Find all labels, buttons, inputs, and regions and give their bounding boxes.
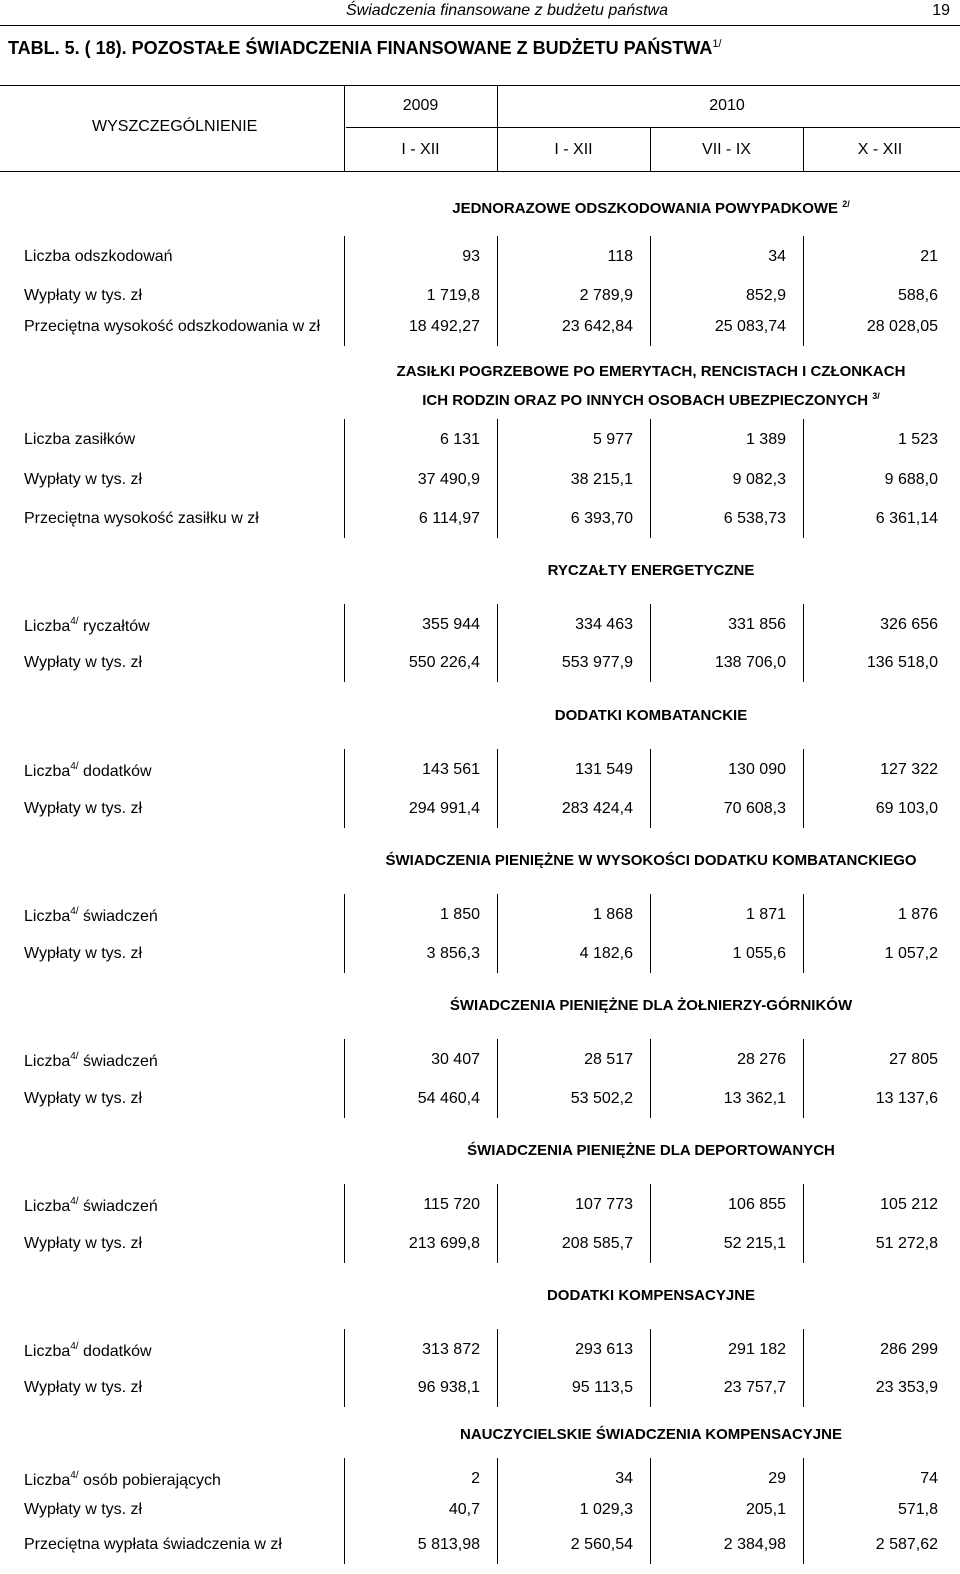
value-cell: 6 361,14 <box>875 510 938 527</box>
value-cell: 23 353,9 <box>875 1379 938 1396</box>
value-cell: 2 384,98 <box>723 1536 786 1553</box>
value-cell: 18 492,27 <box>408 318 480 335</box>
header-bottom-rule <box>0 171 960 172</box>
value-cell: 21 <box>920 248 938 265</box>
value-cell: 40,7 <box>448 1501 480 1518</box>
section-title <box>346 1423 956 1447</box>
value-cell: 28 276 <box>737 1051 786 1068</box>
value-cell: 52 215,1 <box>723 1235 786 1252</box>
row-label <box>24 761 152 781</box>
value-cell: 74 <box>920 1470 938 1487</box>
value-cell: 208 585,7 <box>561 1235 633 1252</box>
row-label-text: Liczba <box>24 763 71 780</box>
row-label <box>24 318 320 336</box>
row-label-text: Wypłaty w tys. zł <box>24 945 143 962</box>
value-cell: 53 502,2 <box>570 1090 633 1107</box>
row-label-footnote: 4/ <box>70 761 79 772</box>
value-cell: 294 991,4 <box>408 800 480 817</box>
section-title-footnote: 3/ <box>872 391 880 401</box>
value-cell: 334 463 <box>575 616 633 633</box>
value-cell: 1 868 <box>592 906 633 923</box>
value-cell: 13 362,1 <box>723 1090 786 1107</box>
row-label-footnote: 4/ <box>70 1196 79 1207</box>
row-label-text: Wypłaty w tys. zł <box>24 471 143 488</box>
value-cell: 205,1 <box>745 1501 786 1518</box>
year-2009: 2009 <box>402 97 439 114</box>
value-cell: 9 082,3 <box>732 471 786 488</box>
year-2010: 2010 <box>709 97 745 114</box>
period-header: I - XII <box>401 141 440 158</box>
value-cell: 34 <box>615 1470 633 1487</box>
row-label <box>24 1379 142 1397</box>
row-label <box>24 800 142 818</box>
row-label-footnote: 4/ <box>70 1470 79 1481</box>
value-cell: 54 460,4 <box>417 1090 480 1107</box>
section-title-text: ICH RODZIN ORAZ PO INNYCH OSOBACH UBEZPIECZONYCH <box>422 392 869 409</box>
value-cell: 5 813,98 <box>417 1536 480 1553</box>
value-cell: 550 226,4 <box>408 654 480 671</box>
section-title <box>346 704 956 728</box>
row-label-rest: dodatków <box>83 1343 152 1360</box>
value-cell: 13 137,6 <box>875 1090 938 1107</box>
row-label <box>24 616 150 636</box>
period-header: X - XII <box>857 141 903 158</box>
value-cell: 34 <box>768 248 786 265</box>
value-cell: 553 977,9 <box>561 654 633 671</box>
row-label-text: Przeciętna wysokość zasiłku w zł <box>24 510 259 527</box>
section-title <box>346 1139 956 1163</box>
section-title <box>346 994 956 1018</box>
row-label-footnote: 4/ <box>70 1341 79 1352</box>
section-title <box>346 360 956 384</box>
header-rule <box>0 25 960 26</box>
row-label-footnote: 4/ <box>70 1051 79 1062</box>
row-label-text: Wypłaty w tys. zł <box>24 1379 143 1396</box>
value-cell: 331 856 <box>728 616 786 633</box>
row-label-text: Liczba <box>24 1343 71 1360</box>
section-title-text: JEDNORAZOWE ODSZKODOWANIA POWYPADKOWE <box>452 200 839 217</box>
row-label <box>24 1235 142 1253</box>
value-cell: 1 389 <box>745 431 786 448</box>
table-title <box>8 38 722 59</box>
row-label-rest: świadczeń <box>83 1198 158 1215</box>
row-label-text: Wypłaty w tys. zł <box>24 654 143 671</box>
row-label <box>24 287 142 305</box>
value-cell: 30 407 <box>431 1051 480 1068</box>
row-label-text: Liczba <box>24 1053 71 1070</box>
running-head: Świadczenia finansowane z budżetu państwa <box>346 2 668 19</box>
value-cell: 213 699,8 <box>408 1235 480 1252</box>
row-label <box>24 906 158 926</box>
value-cell: 3 856,3 <box>426 945 480 962</box>
value-cell: 127 322 <box>880 761 938 778</box>
row-label-text: Liczba <box>24 618 71 635</box>
value-cell: 27 805 <box>889 1051 938 1068</box>
section-title-text: ŚWIADCZENIA PIENIĘŻNE DLA DEPORTOWANYCH <box>467 1142 835 1159</box>
row-label <box>24 945 142 963</box>
row-label <box>24 1196 158 1216</box>
section-title-text: DODATKI KOMPENSACYJNE <box>546 1287 756 1304</box>
value-cell: 2 <box>471 1470 480 1487</box>
value-cell: 2 587,62 <box>875 1536 938 1553</box>
row-label <box>24 248 173 266</box>
row-label <box>24 510 259 528</box>
row-label-rest: ryczałtów <box>83 618 150 635</box>
row-label-rest: dodatków <box>83 763 152 780</box>
value-cell: 293 613 <box>575 1341 633 1358</box>
value-cell: 6 114,97 <box>418 510 480 527</box>
section-title <box>346 1284 956 1308</box>
value-cell: 1 876 <box>897 906 938 923</box>
row-label-text: Liczba odszkodowań <box>24 248 173 265</box>
value-cell: 286 299 <box>880 1341 938 1358</box>
row-label-rest: osób pobierających <box>83 1472 221 1489</box>
header-mid-rule <box>346 127 960 128</box>
value-cell: 28 028,05 <box>866 318 938 335</box>
value-cell: 23 642,84 <box>561 318 633 335</box>
row-label <box>24 1090 142 1108</box>
row-label-footnote: 4/ <box>70 906 79 917</box>
value-cell: 355 944 <box>422 616 480 633</box>
row-label <box>24 1470 221 1490</box>
column-header-label: WYSZCZEGÓLNIENIE <box>92 118 258 135</box>
row-label <box>24 1501 142 1519</box>
row-label <box>24 654 142 672</box>
value-cell: 6 131 <box>439 431 480 448</box>
header-top-rule <box>0 85 960 86</box>
value-cell: 106 855 <box>728 1196 786 1213</box>
value-cell: 588,6 <box>897 287 938 304</box>
value-cell: 115 720 <box>423 1196 480 1213</box>
section-title-text: RYCZAŁTY ENERGETYCZNE <box>547 562 755 579</box>
value-cell: 283 424,4 <box>561 800 633 817</box>
value-cell: 38 215,1 <box>570 471 633 488</box>
value-cell: 23 757,7 <box>723 1379 786 1396</box>
page-number: 19 <box>932 2 950 19</box>
value-cell: 4 182,6 <box>579 945 633 962</box>
value-cell: 29 <box>768 1470 786 1487</box>
value-cell: 2 789,9 <box>579 287 633 304</box>
value-cell: 138 706,0 <box>714 654 786 671</box>
value-cell: 69 103,0 <box>875 800 938 817</box>
row-label-text: Liczba <box>24 908 71 925</box>
value-cell: 93 <box>462 248 480 265</box>
section-title-footnote: 2/ <box>842 199 850 209</box>
value-cell: 105 212 <box>880 1196 938 1213</box>
value-cell: 143 561 <box>422 761 480 778</box>
value-cell: 1 055,6 <box>732 945 786 962</box>
value-cell: 6 538,73 <box>723 510 786 527</box>
period-header: I - XII <box>554 141 593 158</box>
row-label-text: Liczba zasiłków <box>24 431 136 448</box>
value-cell: 1 719,8 <box>426 287 480 304</box>
row-label-footnote: 4/ <box>70 616 79 627</box>
period-header: VII - IX <box>702 141 751 158</box>
row-label-text: Wypłaty w tys. zł <box>24 287 143 304</box>
row-label-text: Przeciętna wypłata świadczenia w zł <box>24 1536 282 1553</box>
section-title-text: ŚWIADCZENIA PIENIĘŻNE W WYSOKOŚCI DODATKU KOMBATANCKIEGO <box>385 852 917 869</box>
value-cell: 28 517 <box>584 1051 633 1068</box>
value-cell: 1 057,2 <box>884 945 938 962</box>
row-label-rest: świadczeń <box>83 1053 158 1070</box>
value-cell: 6 393,70 <box>570 510 633 527</box>
value-cell: 9 688,0 <box>884 471 938 488</box>
value-cell: 37 490,9 <box>417 471 480 488</box>
section-title <box>346 849 956 873</box>
value-cell: 326 656 <box>880 616 938 633</box>
section-title <box>346 559 956 583</box>
section-title <box>346 192 956 221</box>
value-cell: 118 <box>607 248 633 265</box>
table-title-text: TABL. 5. ( 18). POZOSTAŁE ŚWIADCZENIA FINANSOWANE Z BUDŻETU PAŃSTWA <box>8 38 713 58</box>
section-title-text: NAUCZYCIELSKIE ŚWIADCZENIA KOMPENSACYJNE <box>460 1426 842 1443</box>
value-cell: 1 871 <box>745 906 786 923</box>
value-cell: 95 113,5 <box>571 1379 633 1396</box>
value-cell: 107 773 <box>575 1196 633 1213</box>
value-cell: 25 083,74 <box>714 318 786 335</box>
value-cell: 136 518,0 <box>866 654 938 671</box>
table-title-footnote: 1/ <box>712 38 722 50</box>
value-cell: 571,8 <box>897 1501 938 1518</box>
value-cell: 51 272,8 <box>875 1235 938 1252</box>
value-cell: 291 182 <box>728 1341 786 1358</box>
row-label-text: Wypłaty w tys. zł <box>24 800 143 817</box>
row-label <box>24 1536 282 1554</box>
row-label-text: Wypłaty w tys. zł <box>24 1235 143 1252</box>
row-label-text: Wypłaty w tys. zł <box>24 1090 143 1107</box>
value-cell: 70 608,3 <box>723 800 786 817</box>
value-cell: 1 850 <box>439 906 480 923</box>
row-label-text: Przeciętna wysokość odszkodowania w zł <box>24 318 321 335</box>
section-title-text: ZASIŁKI POGRZEBOWE PO EMERYTACH, RENCISTACH I CZŁONKACH <box>396 363 906 380</box>
row-label-text: Wypłaty w tys. zł <box>24 1501 143 1518</box>
value-cell: 96 938,1 <box>417 1379 480 1396</box>
row-label-text: Liczba <box>24 1198 71 1215</box>
row-label-rest: świadczeń <box>83 908 158 925</box>
value-cell: 5 977 <box>592 431 633 448</box>
value-cell: 1 029,3 <box>579 1501 633 1518</box>
section-title-text: DODATKI KOMBATANCKIE <box>554 707 748 724</box>
value-cell: 2 560,54 <box>570 1536 633 1553</box>
value-cell: 313 872 <box>422 1341 480 1358</box>
section-title-text: ŚWIADCZENIA PIENIĘŻNE DLA ŻOŁNIERZY-GÓRNIKÓW <box>449 997 853 1014</box>
row-label <box>24 1051 158 1071</box>
value-cell: 852,9 <box>745 287 786 304</box>
row-label <box>24 431 135 449</box>
section-title <box>346 384 956 413</box>
value-cell: 1 523 <box>897 431 938 448</box>
row-label-text: Liczba <box>24 1472 71 1489</box>
row-label <box>24 471 142 489</box>
value-cell: 131 549 <box>575 761 633 778</box>
row-label <box>24 1341 152 1361</box>
value-cell: 130 090 <box>728 761 786 778</box>
